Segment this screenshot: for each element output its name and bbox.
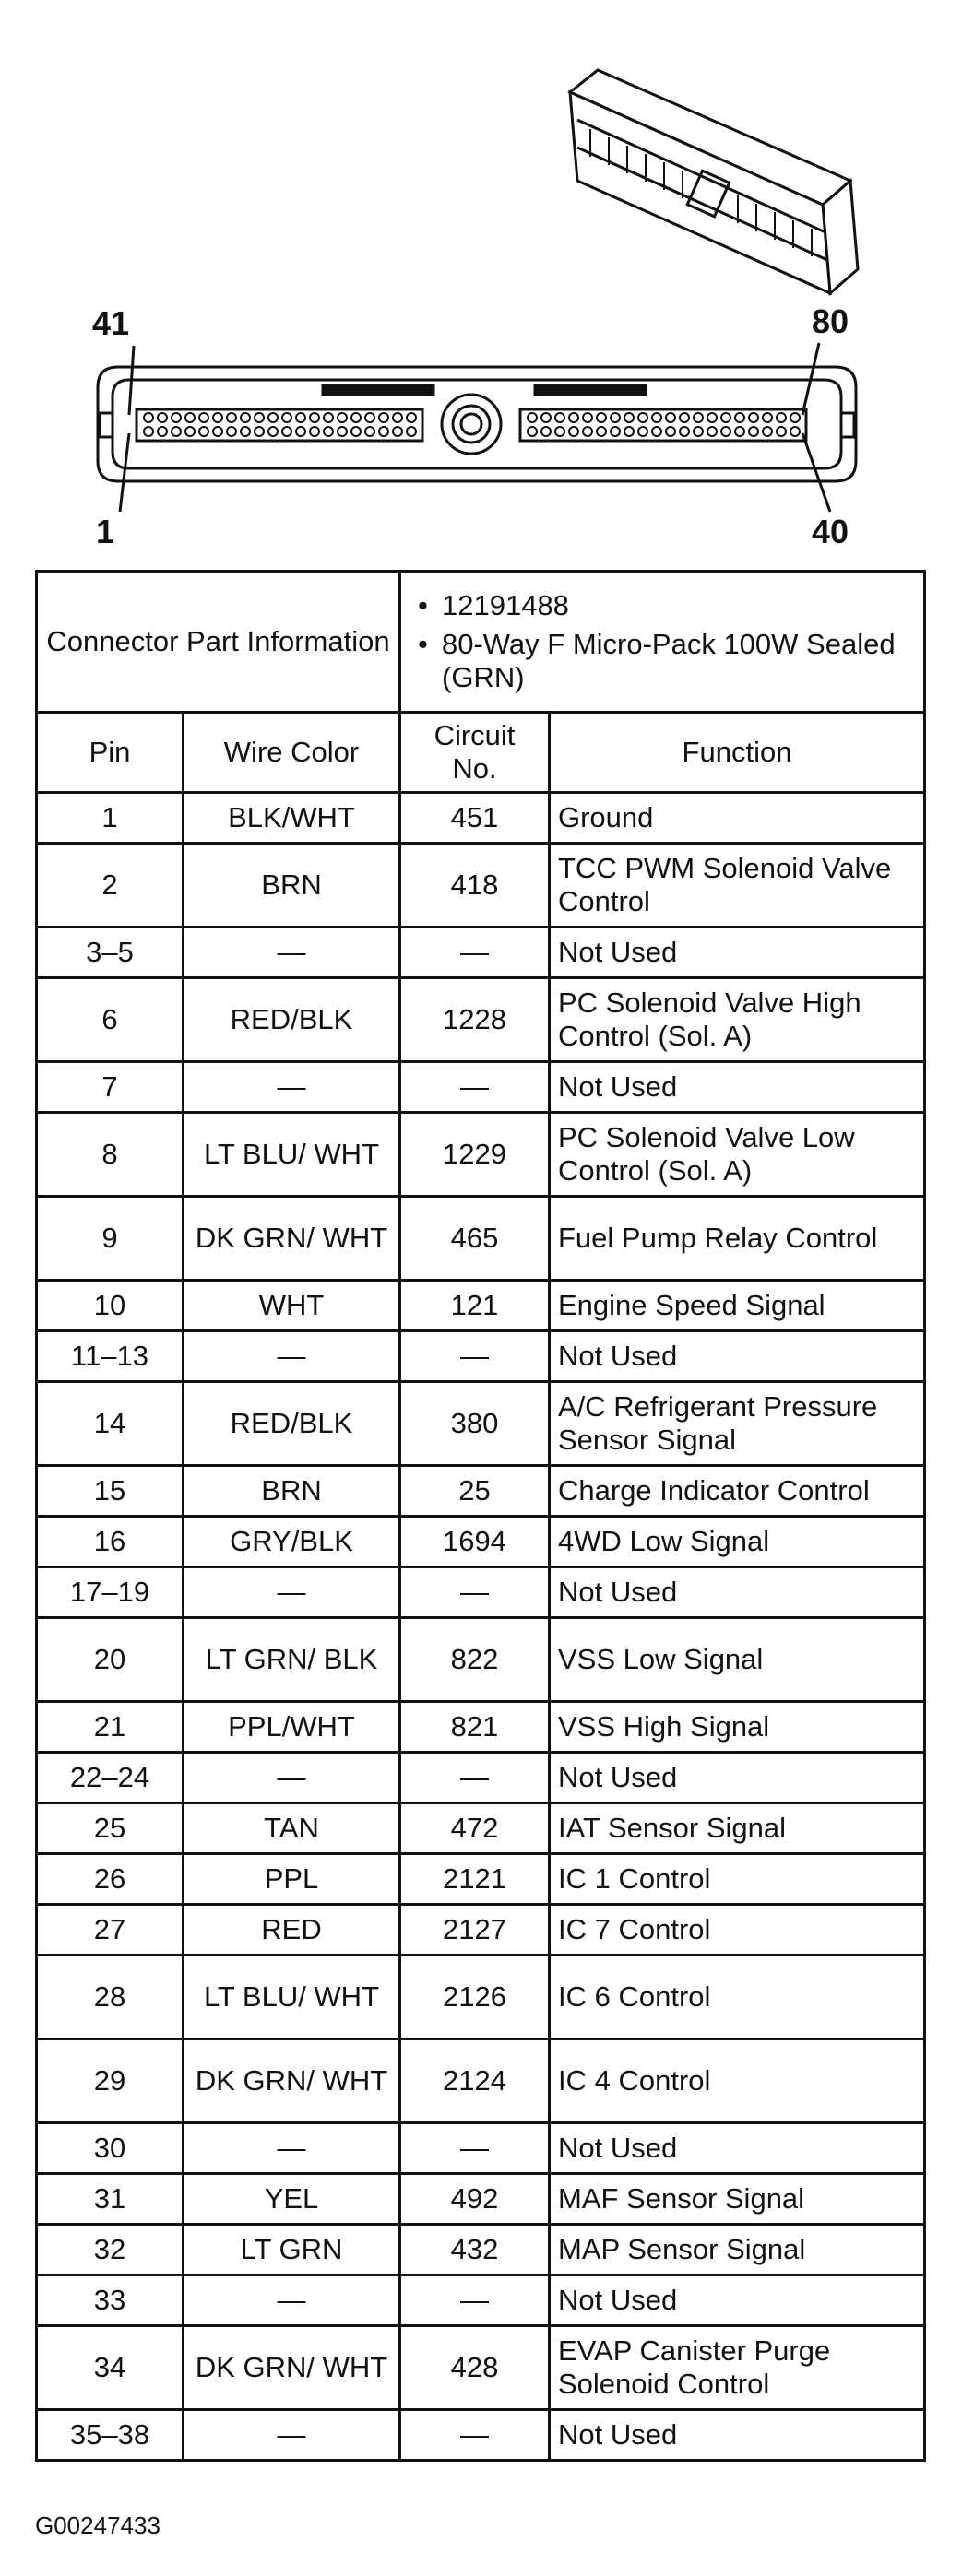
function-cell: MAP Sensor Signal xyxy=(550,2225,925,2275)
wire-color-cell: GRY/BLK xyxy=(184,1517,400,1567)
wire-color-cell: DK GRN/ WHT xyxy=(184,2326,400,2410)
circuit-no-cell: 451 xyxy=(400,793,550,844)
function-cell: Ground xyxy=(550,793,925,844)
circuit-no-cell: 428 xyxy=(400,2326,550,2410)
pin-cell: 3–5 xyxy=(37,928,184,978)
function-cell: Not Used xyxy=(550,2410,925,2461)
connector-part-number: • 12191488 xyxy=(414,589,910,622)
circuit-no-cell: — xyxy=(400,1567,550,1618)
pin-contact xyxy=(296,413,305,422)
wire-color-cell: BLK/WHT xyxy=(184,793,400,844)
connector-front-view xyxy=(98,367,856,481)
pin-contact xyxy=(694,427,703,436)
function-cell: PC Solenoid Valve High Control (Sol. A) xyxy=(550,978,925,1062)
wire-color-cell: TAN xyxy=(184,1803,400,1854)
pin-contact xyxy=(721,413,730,422)
table-row xyxy=(37,1466,925,1517)
table-row xyxy=(37,978,925,1062)
table-row xyxy=(37,793,925,844)
pin-contact xyxy=(407,427,416,436)
pin-cell: 22–24 xyxy=(37,1753,184,1803)
circuit-no-cell: 2121 xyxy=(400,1854,550,1905)
table-row xyxy=(37,2039,925,2123)
wire-color-cell: BRN xyxy=(184,1466,400,1517)
wire-color-cell: LT BLU/ WHT xyxy=(184,1113,400,1197)
header-pin: Pin xyxy=(37,713,184,793)
table-row xyxy=(37,1702,925,1753)
pin-cell: 8 xyxy=(37,1113,184,1197)
pin-contact xyxy=(735,413,744,422)
pin-contact xyxy=(310,427,319,436)
pin-contact xyxy=(666,413,675,422)
pin-contact xyxy=(379,413,388,422)
circuit-no-cell: — xyxy=(400,928,550,978)
pin-contact xyxy=(227,413,236,422)
circuit-no-cell: 2126 xyxy=(400,1956,550,2039)
pin-contact xyxy=(199,427,208,436)
function-cell: Not Used xyxy=(550,2275,925,2326)
pin-contact xyxy=(185,413,195,422)
pin-contact xyxy=(351,427,361,436)
table-row xyxy=(37,1753,925,1803)
wire-color-cell: DK GRN/ WHT xyxy=(184,1197,400,1281)
function-cell: IC 6 Control xyxy=(550,1956,925,2039)
pin-cell: 16 xyxy=(37,1517,184,1567)
pin-cell: 25 xyxy=(37,1803,184,1854)
pin-contact xyxy=(555,413,564,422)
circuit-no-cell: 822 xyxy=(400,1618,550,1702)
pin-contact xyxy=(541,427,551,436)
pin-contact xyxy=(324,413,333,422)
wire-color-cell: BRN xyxy=(184,844,400,928)
pin-cell: 10 xyxy=(37,1281,184,1331)
function-cell: Not Used xyxy=(550,2123,925,2174)
pin-label-bottom-right: 40 xyxy=(812,513,849,550)
table-row xyxy=(37,2326,925,2410)
pin-contact xyxy=(611,413,620,422)
pin-contact xyxy=(721,427,730,436)
pin-cell: 28 xyxy=(37,1956,184,2039)
function-cell: MAF Sensor Signal xyxy=(550,2174,925,2225)
circuit-no-cell: 1694 xyxy=(400,1517,550,1567)
wire-color-cell: LT GRN xyxy=(184,2225,400,2275)
circuit-no-cell: — xyxy=(400,1062,550,1113)
table-row xyxy=(37,1803,925,1854)
pin-contact xyxy=(694,413,703,422)
wire-color-cell: RED xyxy=(184,1905,400,1956)
pin-contact xyxy=(227,427,236,436)
function-cell: Charge Indicator Control xyxy=(550,1466,925,1517)
pin-cell: 26 xyxy=(37,1854,184,1905)
pin-contact xyxy=(213,413,222,422)
circuit-no-cell: 418 xyxy=(400,844,550,928)
wire-color-cell: WHT xyxy=(184,1281,400,1331)
wire-color-cell: LT GRN/ BLK xyxy=(184,1618,400,1702)
function-cell: IC 7 Control xyxy=(550,1905,925,1956)
pin-contact xyxy=(241,427,250,436)
pin-cell: 9 xyxy=(37,1197,184,1281)
pin-contact xyxy=(255,427,264,436)
table-row xyxy=(37,928,925,978)
pin-contact xyxy=(680,427,689,436)
circuit-no-cell: — xyxy=(400,1331,550,1382)
pin-contact xyxy=(268,427,278,436)
function-cell: IC 4 Control xyxy=(550,2039,925,2123)
pin-contact xyxy=(624,413,634,422)
wire-color-cell: RED/BLK xyxy=(184,1382,400,1466)
wire-color-cell: YEL xyxy=(184,2174,400,2225)
pin-contact xyxy=(324,427,333,436)
function-cell: Not Used xyxy=(550,1331,925,1382)
function-cell: Fuel Pump Relay Control xyxy=(550,1197,925,1281)
circuit-no-cell: — xyxy=(400,2123,550,2174)
header-function: Function xyxy=(550,713,925,793)
pin-contact xyxy=(652,427,661,436)
header-wire-color: Wire Color xyxy=(184,713,400,793)
wire-color-cell: PPL/WHT xyxy=(184,1702,400,1753)
pin-contact xyxy=(144,427,153,436)
pin-contact xyxy=(583,413,592,422)
wire-color-cell: — xyxy=(184,2123,400,2174)
pin-contact xyxy=(282,427,291,436)
wire-color-cell: DK GRN/ WHT xyxy=(184,2039,400,2123)
pin-cell: 11–13 xyxy=(37,1331,184,1382)
pin-contact xyxy=(749,413,758,422)
pin-contact xyxy=(296,427,305,436)
wire-color-cell: — xyxy=(184,1331,400,1382)
pin-contact xyxy=(213,427,222,436)
pin-contact xyxy=(707,427,717,436)
wire-color-cell: — xyxy=(184,1567,400,1618)
pin-contact xyxy=(707,413,717,422)
pin-contact xyxy=(735,427,744,436)
table-row xyxy=(37,1062,925,1113)
pin-cell: 34 xyxy=(37,2326,184,2410)
circuit-no-cell: — xyxy=(400,1753,550,1803)
wire-color-cell: — xyxy=(184,1062,400,1113)
pin-contact xyxy=(597,413,606,422)
circuit-no-cell: 465 xyxy=(400,1197,550,1281)
circuit-no-cell: 25 xyxy=(400,1466,550,1517)
function-cell: Not Used xyxy=(550,1567,925,1618)
pin-contact xyxy=(338,413,347,422)
connector-description: • 80-Way F Micro-Pack 100W Sealed (GRN) xyxy=(414,628,910,694)
function-cell: 4WD Low Signal xyxy=(550,1517,925,1567)
pin-contact xyxy=(652,413,661,422)
table-row xyxy=(37,1197,925,1281)
wire-color-cell: PPL xyxy=(184,1854,400,1905)
pin-cell: 27 xyxy=(37,1905,184,1956)
pin-contact xyxy=(597,427,606,436)
connector-diagram xyxy=(0,0,962,562)
pin-contact xyxy=(172,413,181,422)
pin-cell: 31 xyxy=(37,2174,184,2225)
table-row xyxy=(37,1382,925,1466)
pin-contact xyxy=(158,427,167,436)
connector-part-info-label: Connector Part Information xyxy=(37,572,400,713)
pin-contact xyxy=(638,427,647,436)
circuit-no-cell: 1228 xyxy=(400,978,550,1062)
table-row xyxy=(37,1618,925,1702)
pin-contact xyxy=(763,427,772,436)
table-row xyxy=(37,2275,925,2326)
pin-contact xyxy=(624,427,634,436)
connector-part-info-list xyxy=(400,572,925,713)
table-row xyxy=(37,1567,925,1618)
pin-contact xyxy=(351,413,361,422)
pin-contact xyxy=(158,413,167,422)
pin-cell: 15 xyxy=(37,1466,184,1517)
pin-contact xyxy=(379,427,388,436)
pin-contact xyxy=(680,413,689,422)
pin-contact xyxy=(569,413,578,422)
pin-cell: 33 xyxy=(37,2275,184,2326)
circuit-no-cell: — xyxy=(400,2410,550,2461)
pin-contact xyxy=(638,413,647,422)
pin-contact xyxy=(790,427,800,436)
pin-cell: 32 xyxy=(37,2225,184,2275)
pin-contact xyxy=(777,413,786,422)
pin-cell: 2 xyxy=(37,844,184,928)
pin-cell: 30 xyxy=(37,2123,184,2174)
pinout-table xyxy=(35,570,926,2462)
pin-contact xyxy=(172,427,181,436)
table-row xyxy=(37,2225,925,2275)
pin-contact xyxy=(268,413,278,422)
pin-contact xyxy=(310,413,319,422)
pin-contact xyxy=(528,427,537,436)
pin-cell: 17–19 xyxy=(37,1567,184,1618)
table-header-row xyxy=(37,713,925,793)
table-row xyxy=(37,1905,925,1956)
wire-color-cell: — xyxy=(184,2275,400,2326)
pin-cell: 14 xyxy=(37,1382,184,1466)
pin-contact xyxy=(365,413,374,422)
pin-contact xyxy=(528,413,537,422)
pin-cell: 7 xyxy=(37,1062,184,1113)
pin-contact xyxy=(241,413,250,422)
circuit-no-cell: 492 xyxy=(400,2174,550,2225)
pin-contact xyxy=(393,413,402,422)
pin-contact xyxy=(407,413,416,422)
pin-cell: 6 xyxy=(37,978,184,1062)
pin-contact xyxy=(777,427,786,436)
function-cell: Not Used xyxy=(550,1062,925,1113)
pin-contact xyxy=(749,427,758,436)
pin-contact xyxy=(541,413,551,422)
wire-color-cell: LT BLU/ WHT xyxy=(184,1956,400,2039)
table-row xyxy=(37,844,925,928)
pin-contact xyxy=(185,427,195,436)
function-cell: IC 1 Control xyxy=(550,1854,925,1905)
pin-contact xyxy=(338,427,347,436)
pin-contact xyxy=(365,427,374,436)
function-cell: VSS Low Signal xyxy=(550,1618,925,1702)
wire-color-cell: — xyxy=(184,1753,400,1803)
circuit-no-cell: — xyxy=(400,2275,550,2326)
pin-contact xyxy=(569,427,578,436)
circuit-no-cell: 380 xyxy=(400,1382,550,1466)
pin-cell: 1 xyxy=(37,793,184,844)
function-cell: VSS High Signal xyxy=(550,1702,925,1753)
circuit-no-cell: 2124 xyxy=(400,2039,550,2123)
connector-info-row xyxy=(37,572,925,713)
pin-contact xyxy=(555,427,564,436)
circuit-no-cell: 432 xyxy=(400,2225,550,2275)
connector-isometric-sketch xyxy=(570,70,858,293)
pin-contact xyxy=(393,427,402,436)
figure-id: G00247433 xyxy=(35,2511,160,2539)
pin-cell: 29 xyxy=(37,2039,184,2123)
wire-color-cell: RED/BLK xyxy=(184,978,400,1062)
circuit-no-cell: 821 xyxy=(400,1702,550,1753)
function-cell: Not Used xyxy=(550,1753,925,1803)
function-cell: IAT Sensor Signal xyxy=(550,1803,925,1854)
function-cell: EVAP Canister Purge Solenoid Control xyxy=(550,2326,925,2410)
circuit-no-cell: 2127 xyxy=(400,1905,550,1956)
circuit-no-cell: 1229 xyxy=(400,1113,550,1197)
function-cell: Engine Speed Signal xyxy=(550,1281,925,1331)
function-cell: TCC PWM Solenoid Valve Control xyxy=(550,844,925,928)
wire-color-cell: — xyxy=(184,928,400,978)
pin-cell: 20 xyxy=(37,1618,184,1702)
table-row xyxy=(37,1956,925,2039)
pin-label-top-right: 80 xyxy=(812,302,849,340)
pin-cell: 21 xyxy=(37,1702,184,1753)
table-row xyxy=(37,2123,925,2174)
table-row xyxy=(37,1113,925,1197)
table-row xyxy=(37,1854,925,1905)
function-cell: Not Used xyxy=(550,928,925,978)
pin-contact xyxy=(144,413,153,422)
table-row xyxy=(37,1331,925,1382)
header-circuit-no: Circuit No. xyxy=(400,713,550,793)
pin-contact xyxy=(583,427,592,436)
pin-label-bottom-left: 1 xyxy=(96,513,115,550)
pin-cell: 35–38 xyxy=(37,2410,184,2461)
pin-contact xyxy=(666,427,675,436)
pin-contact xyxy=(255,413,264,422)
table-row xyxy=(37,2410,925,2461)
table-row xyxy=(37,1281,925,1331)
pin-contact xyxy=(763,413,772,422)
circuit-no-cell: 472 xyxy=(400,1803,550,1854)
pin-contact xyxy=(282,413,291,422)
pin-contact xyxy=(199,413,208,422)
pin-contact xyxy=(611,427,620,436)
function-cell: A/C Refrigerant Pressure Sensor Signal xyxy=(550,1382,925,1466)
circuit-no-cell: 121 xyxy=(400,1281,550,1331)
wire-color-cell: — xyxy=(184,2410,400,2461)
pin-label-top-left: 41 xyxy=(92,304,130,342)
table-row xyxy=(37,2174,925,2225)
pin-contact xyxy=(790,413,800,422)
function-cell: PC Solenoid Valve Low Control (Sol. A) xyxy=(550,1113,925,1197)
table-row xyxy=(37,1517,925,1567)
